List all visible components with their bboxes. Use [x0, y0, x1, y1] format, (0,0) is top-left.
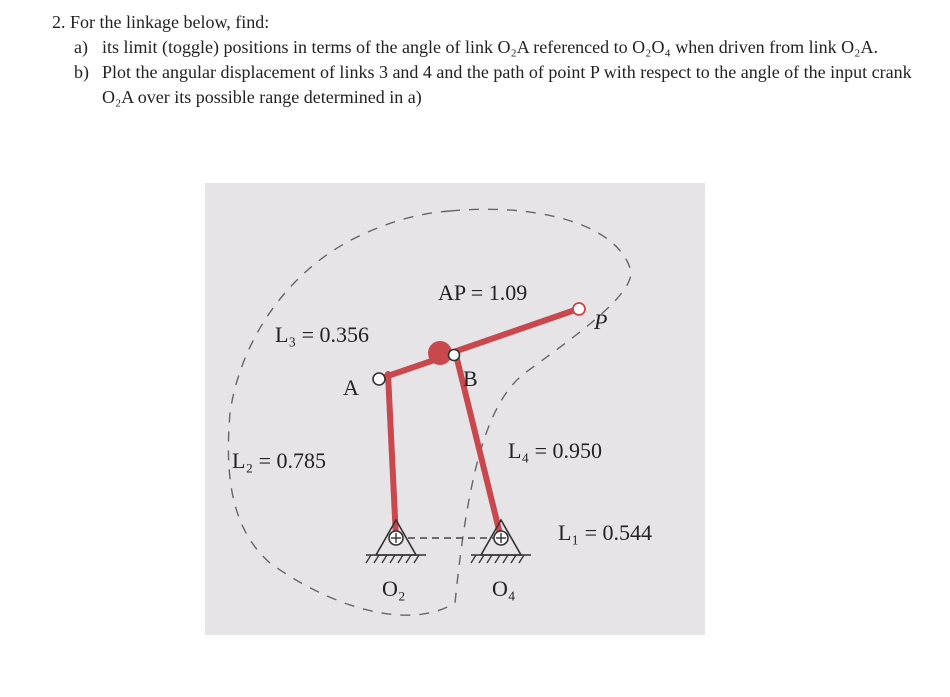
label-l3: L₃ = 0.356: [275, 322, 370, 347]
pin-a: [373, 373, 385, 385]
part-b-text: Plot the angular displacement of links 3 and 4 and the path of point P with respect to the angle of the input crank O₂A over its possible range determined in a): [102, 62, 912, 107]
label-l1: L₁ = 0.544: [558, 520, 653, 545]
label-ap: AP = 1.09: [438, 280, 528, 305]
label-o4: O₄: [492, 576, 516, 601]
part-a-text: its limit (toggle) positions in terms of the angle of link O₂A referenced to O₂O₄ when driven from link O₂A.: [102, 37, 878, 57]
link-2: [388, 374, 396, 538]
pin-b: [449, 350, 460, 361]
label-b: B: [463, 366, 478, 391]
coupler-ap: [445, 310, 575, 355]
part-b-tag: b): [74, 62, 89, 82]
label-l2: L₂ = 0.785: [232, 448, 327, 473]
linkage-drawing: [205, 183, 705, 635]
point-p: [573, 303, 585, 315]
linkage-figure: [205, 183, 705, 635]
problem-title: 2. For the linkage below, find:: [52, 12, 270, 32]
part-b: [52, 60, 912, 110]
label-a: A: [343, 375, 359, 400]
label-p: P: [594, 309, 608, 334]
part-a-tag: a): [74, 37, 88, 57]
label-o2: O₂: [382, 576, 406, 601]
coupler-curve-path: [228, 209, 631, 615]
label-l4: L₄ = 0.950: [508, 438, 603, 463]
problem-statement: [52, 10, 912, 110]
part-a: [52, 35, 912, 60]
